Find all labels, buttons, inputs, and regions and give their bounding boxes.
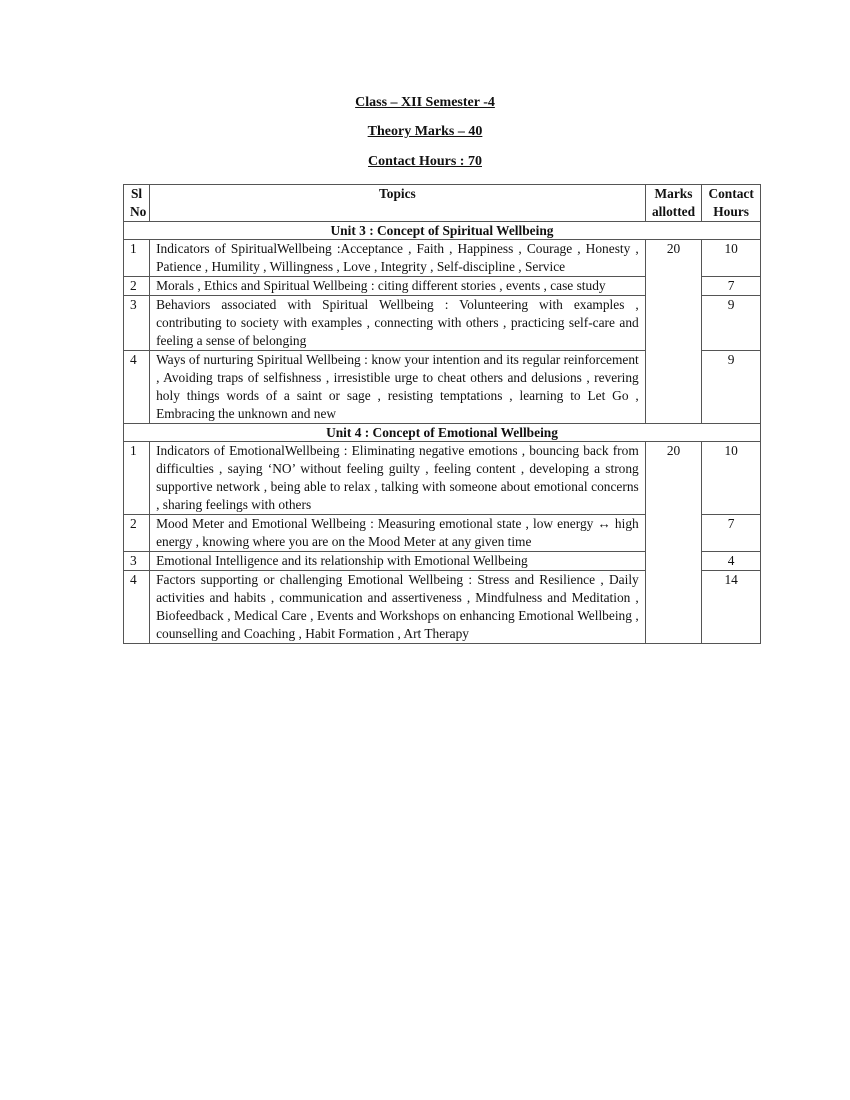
column-header-sl-no [124,185,150,222]
theory-marks-heading [0,124,850,140]
hours-cell: 9 [702,296,761,351]
topic-cell: Indicators of EmotionalWellbeing : Eliminating negative emotions , bouncing back from difficulties , saying ‘NO’ without feeling guilty , feeling content , developing a strong supportive network , being able to relax , talking with someone about emotional concerns , sharing feelings with others [150,442,646,515]
unit-3-marks-cell: 20 [645,240,702,424]
topic-cell: Factors supporting or challenging Emotional Wellbeing : Stress and Resilience , Daily activities and habits , communication and assertiveness , Mindfulness and Meditation , Biofeedback , Medical Care , Events and Workshops on enhancing Emotional Wellbeing , counselling and Coaching , Habit Formation , Art Therapy [150,571,646,644]
unit-4-marks-cell: 20 [645,442,702,644]
hours-cell: 7 [702,277,761,296]
sl-cell: 4 [124,351,150,424]
sl-header-line1: Sl [130,186,143,201]
theory-marks-text: Theory Marks – 40 [367,124,483,139]
sl-cell: 2 [124,515,150,552]
hours-header-line1: Contact [708,186,754,201]
sl-cell: 2 [124,277,150,296]
marks-header-line1: Marks [654,186,693,201]
syllabus-table [123,184,761,644]
sl-header-line2: No [130,204,147,219]
contact-hours-heading [0,154,850,170]
hours-cell: 9 [702,351,761,424]
topic-cell: Behaviors associated with Spiritual Wellbeing : Volunteering with examples , contributing to society with examples , connecting with others , practicing self-care and feeling a sense of belonging [150,296,646,351]
unit-4-title: Unit 4 : Concept of Emotional Wellbeing [124,424,761,442]
topic-cell: Ways of nurturing Spiritual Wellbeing : know your intention and its regular reinforcement , Avoiding traps of selfishness , irresistible urge to cheat others and delusions , revering holy things words of a saint or sage , resisting temptations , learning to Let Go , Embracing the unknown and new [150,351,646,424]
sl-cell: 4 [124,571,150,644]
hours-cell: 7 [702,515,761,552]
hours-cell: 4 [702,552,761,571]
hours-cell: 10 [702,442,761,515]
page-title [0,95,850,111]
hours-cell: 14 [702,571,761,644]
hours-cell: 10 [702,240,761,277]
sl-cell: 3 [124,552,150,571]
topic-cell: Emotional Intelligence and its relationship with Emotional Wellbeing [150,552,646,571]
column-header-marks [645,185,702,222]
marks-header-line2: allotted [651,204,696,219]
topic-cell: Morals , Ethics and Spiritual Wellbeing : citing different stories , events , case study [150,277,646,296]
unit-3-title-row [124,222,761,240]
topic-cell: Indicators of SpiritualWellbeing :Acceptance , Faith , Happiness , Courage , Honesty , Patience , Humility , Willingness , Love , Integrity , Self-discipline , Service [150,240,646,277]
topic-cell: Mood Meter and Emotional Wellbeing : Measuring emotional state , low energy ↔ high energy , knowing where you are on the Mood Meter at any given time [150,515,646,552]
unit-4-title-row [124,424,761,442]
sl-cell: 3 [124,296,150,351]
unit-3-title: Unit 3 : Concept of Spiritual Wellbeing [124,222,761,240]
column-header-contact-hours [702,185,761,222]
hours-header-line2: Hours [713,204,749,219]
sl-cell: 1 [124,442,150,515]
page-title-text: Class – XII Semester -4 [355,95,495,110]
table-row [124,442,761,515]
sl-cell: 1 [124,240,150,277]
contact-hours-text: Contact Hours : 70 [368,154,482,169]
table-header-row [124,185,761,222]
table-row [124,240,761,277]
column-header-topics: Topics [150,185,646,222]
